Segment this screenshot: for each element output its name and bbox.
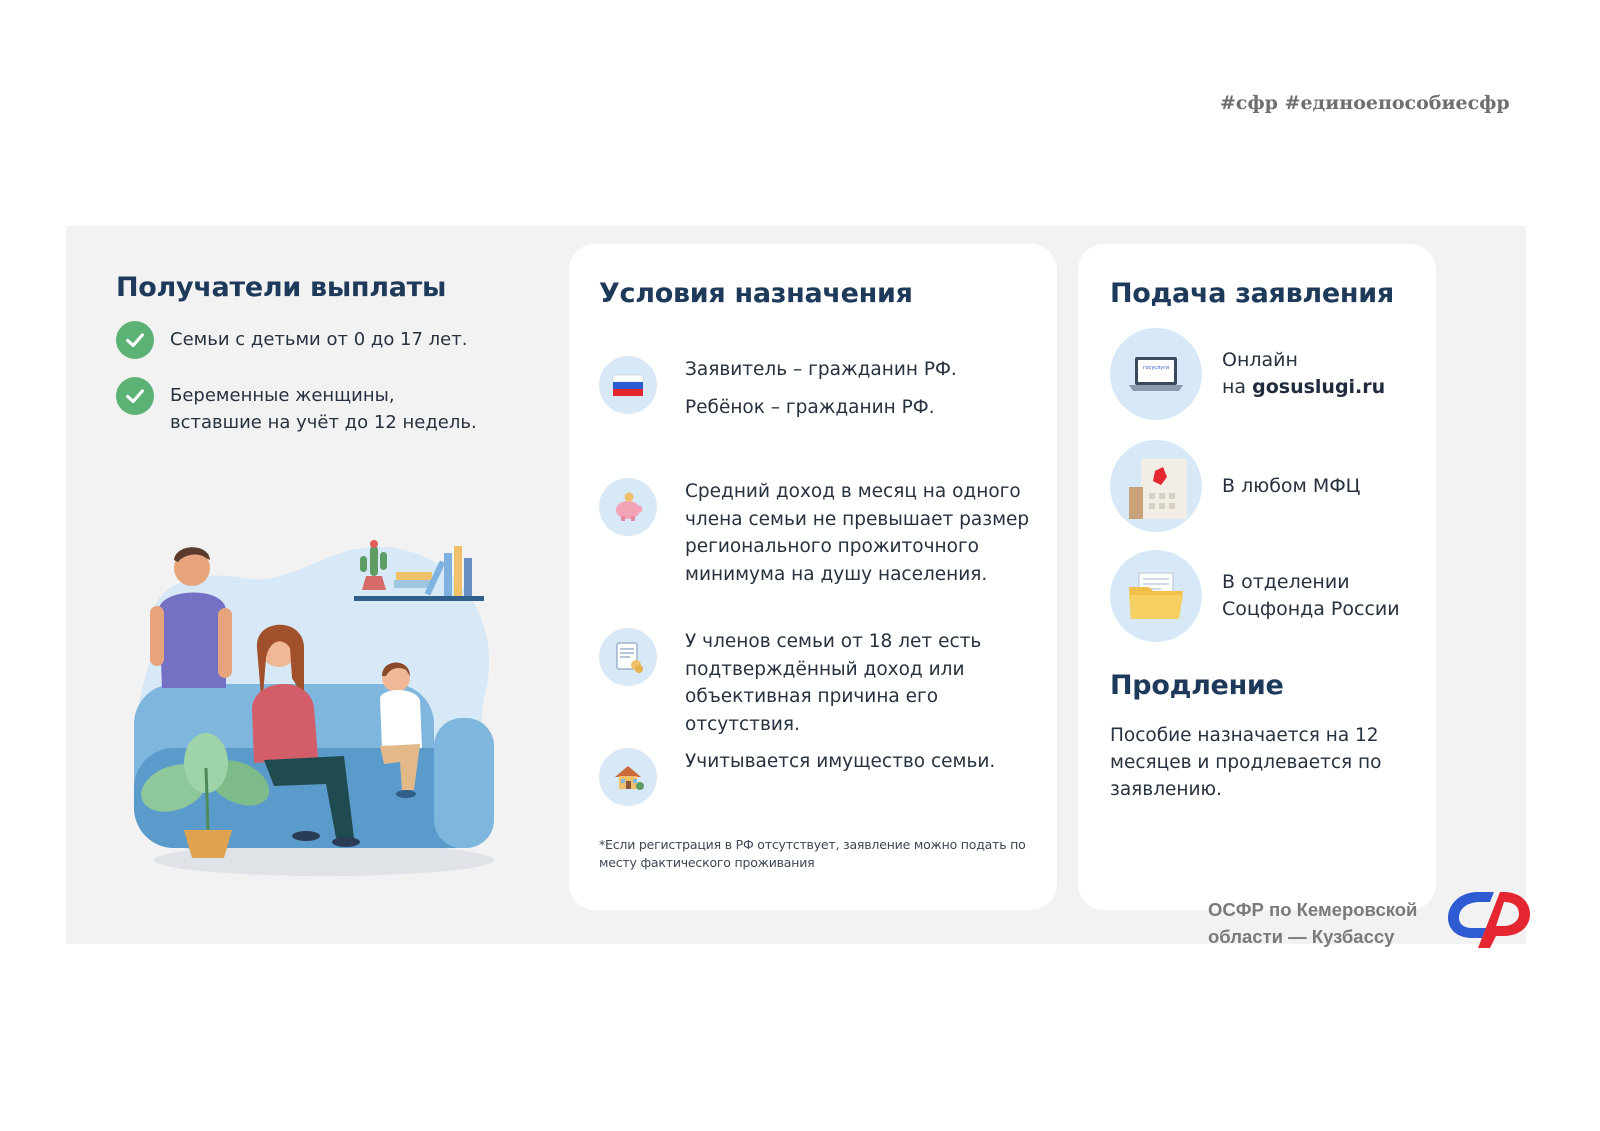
laptop-icon — [1110, 328, 1202, 420]
apply-office-text: В отделении Соцфонда России — [1222, 571, 1400, 620]
conditions-card — [569, 244, 1057, 910]
apply-mfc-text: В любом МФЦ — [1222, 474, 1361, 497]
russia-flag-icon — [599, 356, 657, 414]
apply-online-line2 — [1222, 374, 1432, 401]
infographic-panel — [66, 226, 1526, 944]
condition-text: Заявитель – гражданин РФ. — [685, 359, 957, 380]
extension-title: Продление — [1110, 670, 1284, 701]
house-icon — [599, 748, 657, 806]
gosuslugi-link[interactable]: gosuslugi.ru — [1252, 376, 1386, 398]
recipient-text: Беременные женщины, вставшие на учёт до 12 недель. — [170, 385, 477, 433]
apply-online — [1110, 328, 1432, 420]
conditions-title: Условия назначения — [599, 278, 913, 309]
apply-mfc — [1110, 440, 1432, 532]
condition-text: Средний доход в месяц на одного члена семьи не превышает размер регионального прожиточного минимума на душу населения. — [685, 481, 1030, 585]
extension-text: Пособие назначается на 12 месяцев и продлевается по заявлению. — [1110, 725, 1382, 800]
recipients-section — [116, 272, 536, 436]
condition-text: Ребёнок – гражданин РФ. — [685, 396, 935, 418]
document-coins-icon — [599, 628, 657, 686]
condition-item — [599, 628, 1045, 738]
check-icon — [116, 377, 154, 415]
hashtags: #сфр #единоепособиесфр — [1220, 92, 1510, 114]
recipients-title: Получатели выплаты — [116, 272, 447, 303]
condition-item — [599, 356, 1045, 421]
apply-online-prefix: на — [1222, 376, 1253, 398]
mfc-building-icon — [1110, 440, 1202, 532]
apply-online-line1: Онлайн — [1222, 349, 1298, 371]
condition-text: У членов семьи от 18 лет есть подтверждённый доход или объективная причина его отсутствия. — [685, 631, 982, 735]
condition-item — [599, 748, 1045, 806]
application-card — [1078, 244, 1436, 910]
family-illustration — [114, 498, 514, 898]
folder-icon — [1110, 550, 1202, 642]
sfr-logo — [1442, 884, 1534, 950]
check-icon — [116, 321, 154, 359]
piggy-bank-icon — [599, 478, 657, 536]
recipient-text: Семьи с детьми от 0 до 17 лет. — [170, 329, 468, 350]
footnote: *Если регистрация в РФ отсутствует, заявление можно подать по месту фактического проживания — [599, 837, 1026, 870]
application-title: Подача заявления — [1110, 278, 1394, 309]
condition-item — [599, 478, 1045, 588]
recipient-item — [116, 321, 536, 359]
recipient-item — [116, 377, 536, 436]
apply-office — [1110, 550, 1432, 642]
laptop-label: госуслуги — [1142, 365, 1170, 371]
condition-text: Учитывается имущество семьи. — [685, 751, 996, 772]
organization-name: ОСФР по Кемеровской области — Кузбассу — [1208, 899, 1418, 947]
